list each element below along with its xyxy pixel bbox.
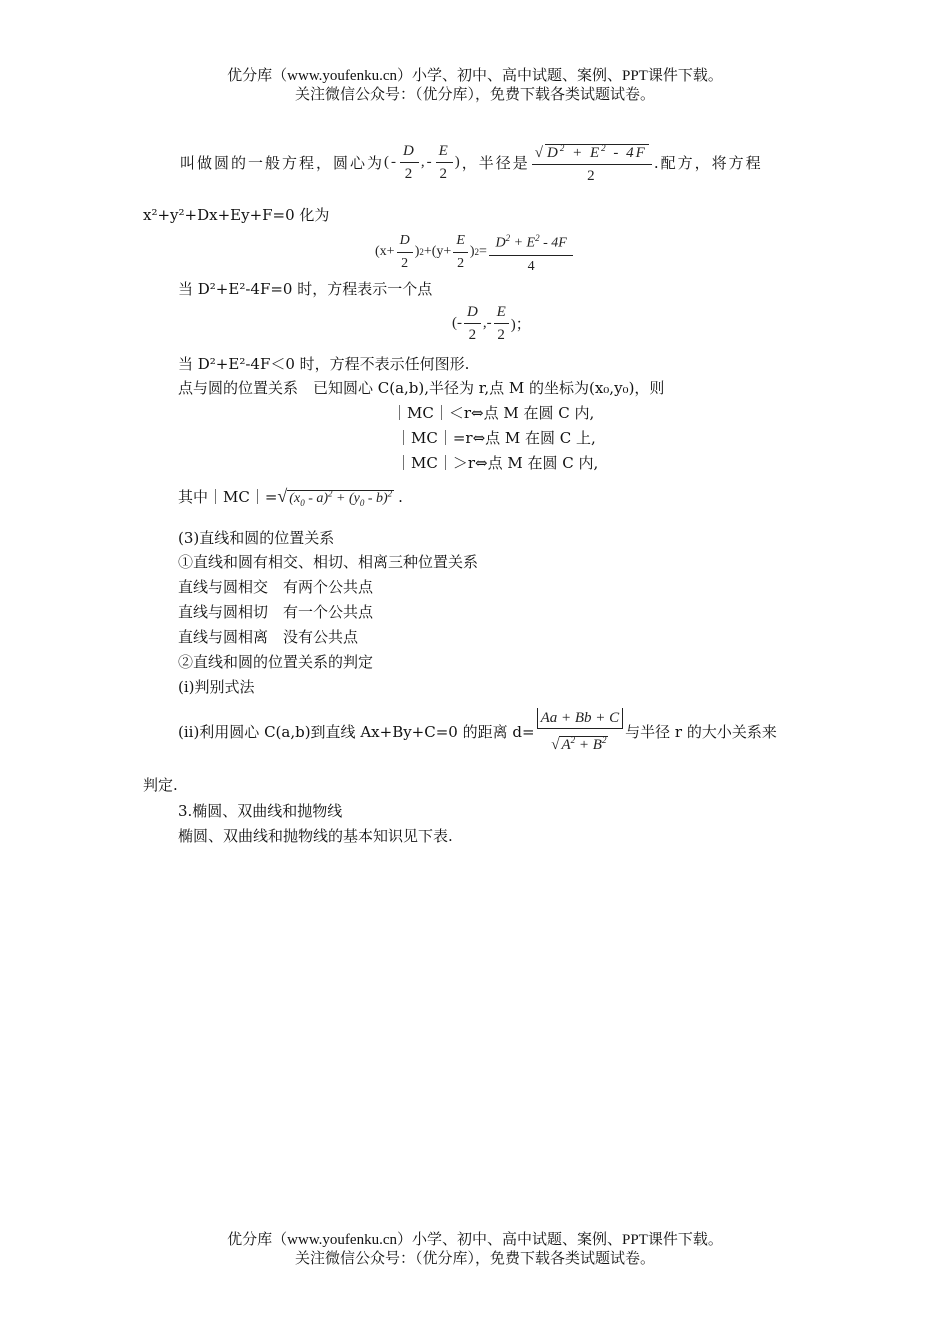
- radius-formula: $\frac{√ D^2 + E^2 - 4F}{2}$: [530, 138, 654, 186]
- distance-criterion-line: [178, 708, 777, 755]
- distance-line: [178, 486, 403, 508]
- paragraph-text: ，半径是: [461, 153, 530, 172]
- paragraph-text: 其中｜MC｜=: [178, 488, 278, 507]
- distance-formula: √ $(x_0 - a)^2 + (y_0 - b)^2$: [277, 486, 393, 508]
- center-formula: (- $\frac{D}{2}$ ,- $\frac{E}{2}$ ): [384, 142, 462, 182]
- general-equation-line: [180, 138, 763, 186]
- footer-line-1: 优分库（www.youfenku.cn）小学、初中、高中试题、案例、PPT课件下载。: [227, 1232, 723, 1248]
- paragraph-text: 直线与圆相交 有两个公共点: [178, 578, 374, 596]
- completed-square-formula: (x+ $\frac{D}{2}$ ) 2 +(y+ $\frac{E}{2}$ ) 2 = $\frac{D^2 + E^2 - 4F}{4}$: [375, 228, 575, 277]
- paragraph-text: (i)判别式法: [178, 678, 255, 696]
- point-line-distance-formula: $\frac{Aa + Bb + C}{√ A^2 + B^2}$: [535, 708, 626, 755]
- relation-line: ｜MC｜＞r⇔点 M 在圆 C 内,: [396, 454, 599, 472]
- paragraph-text: .: [398, 487, 403, 506]
- header-line-2: 关注微信公众号：（优分库），免费下载各类试题试卷。: [294, 87, 655, 103]
- paragraph-text: 点与圆的位置关系 已知圆心 C(a,b),半径为 r,点 M 的坐标为(x₀,y₀)，则: [178, 379, 665, 397]
- paragraph-text: x²+y²+Dx+Ey+F=0 化为: [143, 206, 330, 224]
- paragraph-text: 直线与圆相切 有一个公共点: [178, 603, 374, 621]
- section-heading: (3)直线和圆的位置关系: [178, 529, 335, 547]
- section-heading: 3.椭圆、双曲线和抛物线: [178, 802, 343, 820]
- paragraph-text: 当 D²+E²-4F＜0 时，方程不表示任何图形.: [178, 355, 470, 373]
- paragraph-text: 当 D²+E²-4F=0 时，方程表示一个点: [178, 280, 433, 298]
- paragraph-text: (ii)利用圆心 C(a,b)到直线 Ax+By+C=0 的距离 d=: [178, 723, 535, 741]
- paragraph-text: 直线与圆相离 没有公共点: [178, 628, 359, 646]
- paragraph-text: 椭圆、双曲线和抛物线的基本知识见下表.: [178, 827, 453, 845]
- relation-line: ｜MC｜＜r⇔点 M 在圆 C 内,: [392, 404, 595, 422]
- footer-line-2: 关注微信公众号：（优分库），免费下载各类试题试卷。: [294, 1251, 655, 1267]
- paragraph-text: ①直线和圆有相交、相切、相离三种位置关系: [178, 553, 479, 571]
- paragraph-text: 叫做圆的一般方程，圆心为: [180, 153, 385, 172]
- paragraph-text: .配方，将方程: [653, 153, 763, 172]
- relation-line: ｜MC｜=r⇔点 M 在圆 C 上,: [396, 429, 596, 447]
- point-formula: (- $\frac{D}{2}$ ,- $\frac{E}{2}$ )；: [452, 304, 531, 343]
- paragraph-text: 与半径 r 的大小关系来: [625, 723, 777, 741]
- paragraph-text: ②直线和圆的位置关系的判定: [178, 653, 374, 671]
- header-line-1: 优分库（www.youfenku.cn）小学、初中、高中试题、案例、PPT课件下载。: [227, 68, 723, 84]
- paragraph-text: 判定.: [143, 776, 178, 794]
